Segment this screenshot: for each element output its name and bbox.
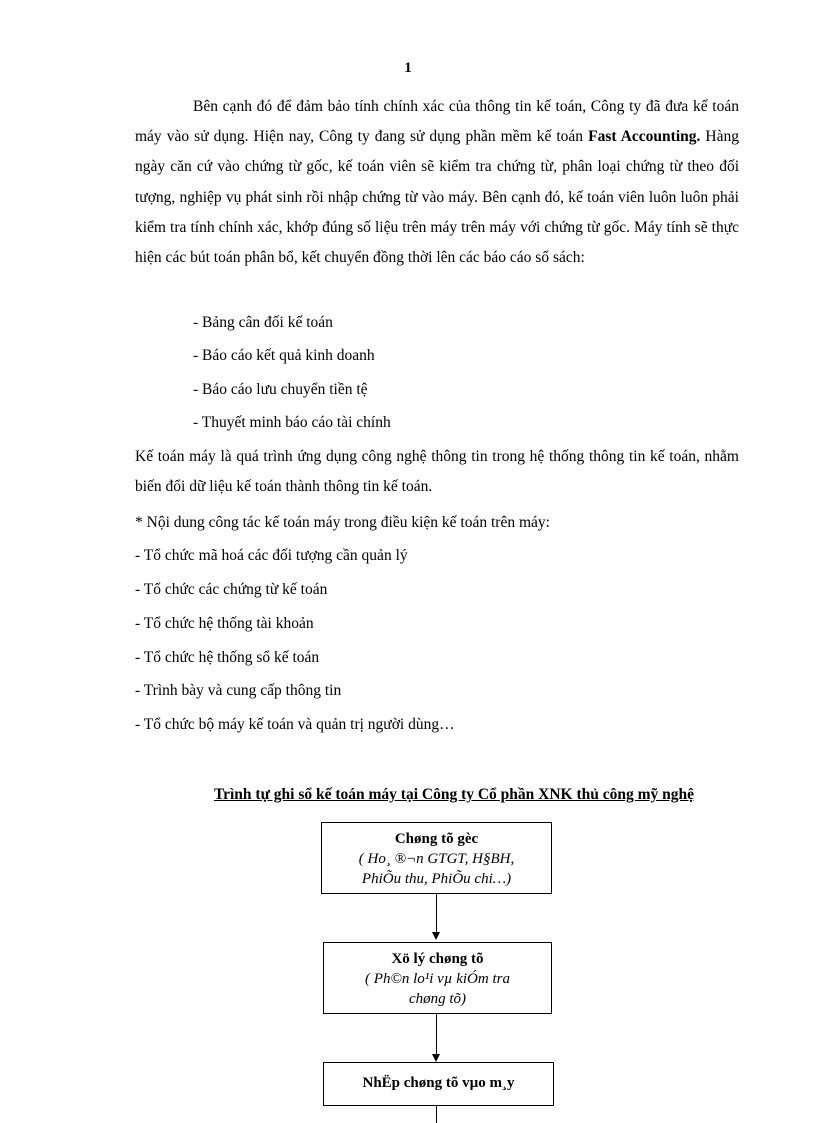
flow-box-subtitle: ( Ph©n lo¹i vµ kiÓm tra [365, 971, 510, 987]
page-number: 1 [404, 60, 412, 76]
report-item: - Báo cáo lưu chuyển tiền tệ [193, 381, 368, 398]
flow-box-process-documents [323, 942, 552, 1014]
report-item: - Thuyết minh báo cáo tài chính [193, 414, 391, 431]
flow-box-input-documents [323, 1062, 554, 1106]
flow-arrow [436, 894, 437, 932]
intro-text-start: Bên cạnh đó để đảm bảo tính chính xác của thông tin kế toán, Công ty đã đưa kế toán máy vào sử dụng. Hiện nay, Công ty đang sử dụng phần mềm kế toán [135, 98, 739, 146]
content-item: - Tổ chức hệ thống sổ kế toán [135, 649, 320, 666]
content-item: - Tổ chức hệ thống tài khoản [135, 615, 314, 632]
report-item: - Báo cáo kết quả kinh doanh [193, 347, 375, 364]
flow-box-subtitle: chøng tõ) [408, 991, 467, 1007]
report-item: - Bảng cân đối kế toán [193, 314, 333, 331]
content-item: - Trình bày và cung cấp thông tin [135, 682, 342, 699]
flow-box-subtitle: ( Ho¸ ®¬n GTGT, H§BH, [358, 851, 515, 867]
flow-box-title: Xö lý chøng tõ [391, 951, 484, 967]
flow-box-subtitle: PhiÕu thu, PhiÕu chi…) [361, 871, 512, 887]
flow-arrow [436, 1106, 437, 1123]
intro-paragraph [135, 92, 739, 273]
flowchart-title: Trình tự ghi sổ kế toán máy tại Công ty Cổ phần XNK thủ công mỹ nghệ [213, 786, 695, 803]
definition-paragraph: Kế toán máy là quá trình ứng dụng công nghệ thông tin trong hệ thống thông tin kế toán, nhằm biến đổi dữ liệu kế toán thành thông tin kế toán. [135, 448, 739, 495]
arrow-down-icon [432, 932, 440, 940]
intro-text-end: Hàng ngày căn cứ vào chứng từ gốc, kế toán viên sẽ kiểm tra chứng từ, phân loại chứng từ theo đối tượng, nghiệp vụ phát sinh rồi nhập chứng từ vào máy. Bên cạnh đó, kế toán viên luôn luôn phải kiểm tra tính chính xác, khớp đúng số liệu trên máy trên máy với chứng từ gốc. Máy tính sẽ thực hiện các bút toán phân bổ, kết chuyển đồng thời lên các báo cáo sổ sách: [135, 128, 739, 267]
content-item: - Tổ chức các chứng từ kế toán [135, 581, 328, 598]
flow-arrow [436, 1014, 437, 1054]
arrow-down-icon [432, 1054, 440, 1062]
flow-box-source-documents [321, 822, 552, 894]
content-heading: * Nội dung công tác kế toán máy trong điều kiện kế toán trên máy: [135, 514, 550, 531]
software-name: Fast Accounting. [588, 128, 701, 146]
content-item: - Tổ chức mã hoá các đối tượng cần quản lý [135, 547, 408, 564]
flow-box-title: NhËp chøng tõ vµo m¸y [362, 1075, 515, 1091]
content-item: - Tổ chức bộ máy kế toán và quản trị người dùng… [135, 716, 455, 733]
flow-box-title: Chøng tõ gèc [394, 831, 479, 847]
